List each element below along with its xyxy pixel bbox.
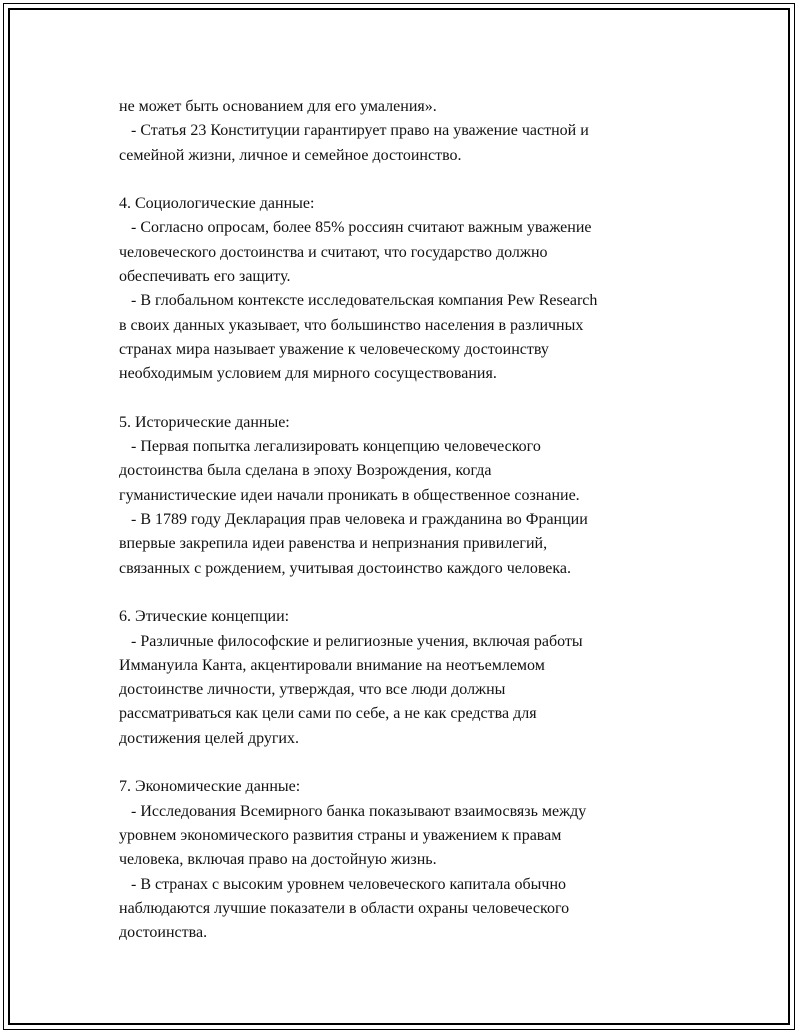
text-line: достижения целей других. [119, 729, 299, 747]
text-line: - Статья 23 Конституции гарантирует право на уважение частной и [119, 122, 589, 140]
text-line: - Исследования Всемирного банка показывают взаимосвязь между [119, 802, 587, 820]
text-line: рассматриваться как цели сами по себе, а не как средства для [119, 705, 537, 723]
text-line: достоинства. [119, 924, 208, 942]
section-heading: 4. Социологические данные: [119, 195, 315, 213]
text-line: наблюдаются лучшие показатели в области охраны человеческого [119, 899, 570, 917]
text-line: - Различные философские и религиозные учения, включая работы [119, 632, 583, 650]
section-heading: 7. Экономические данные: [119, 778, 301, 796]
document-body [119, 95, 679, 945]
section-historical [119, 411, 679, 581]
section-sociological [119, 192, 679, 386]
text-line: уровнем экономического развития страны и уважением к правам [119, 826, 562, 844]
text-line: - В странах с высоким уровнем человеческого капитала обычно [119, 875, 566, 893]
text-line: - В глобальном контексте исследовательская компания Pew Research [119, 292, 598, 310]
text-line: - Первая попытка легализировать концепцию человеческого [119, 438, 541, 456]
text-line: впервые закрепила идеи равенства и непризнания привилегий, [119, 535, 548, 553]
text-line: странах мира называет уважение к человеческому достоинству [119, 340, 549, 358]
paragraph-gap [119, 168, 679, 192]
text-line: человека, включая право на достойную жизнь. [119, 851, 437, 869]
text-line: Иммануила Канта, акцентировали внимание на неотъемлемом [119, 656, 545, 674]
intro-block [119, 95, 679, 168]
text-line: достоинства была сделана в эпоху Возрождения, когда [119, 462, 492, 480]
paragraph-gap [119, 387, 679, 411]
text-line: в своих данных указывает, что большинство населения в различных [119, 316, 584, 334]
section-economic [119, 775, 679, 945]
text-line: не может быть основанием для его умаления». [119, 98, 437, 115]
section-heading: 5. Исторические данные: [119, 413, 290, 431]
text-line: связанных с рождением, учитывая достоинство каждого человека. [119, 559, 572, 577]
text-line: человеческого достоинства и считают, что государство должно [119, 243, 548, 261]
text-line: необходимым условием для мирного сосуществования. [119, 365, 497, 383]
section-ethical [119, 605, 679, 751]
text-line: семейной жизни, личное и семейное достоинство. [119, 146, 462, 164]
text-line: обеспечивать его защиту. [119, 268, 291, 286]
text-line: - В 1789 году Декларация прав человека и гражданина во Франции [119, 511, 588, 529]
text-line: достоинстве личности, утверждая, что все люди должны [119, 681, 506, 699]
text-line: гуманистические идеи начали проникать в общественное сознание. [119, 486, 580, 504]
section-heading: 6. Этические концепции: [119, 608, 290, 626]
paragraph-gap [119, 751, 679, 775]
paragraph-gap [119, 581, 679, 605]
text-line: - Согласно опросам, более 85% россиян считают важным уважение [119, 219, 592, 237]
